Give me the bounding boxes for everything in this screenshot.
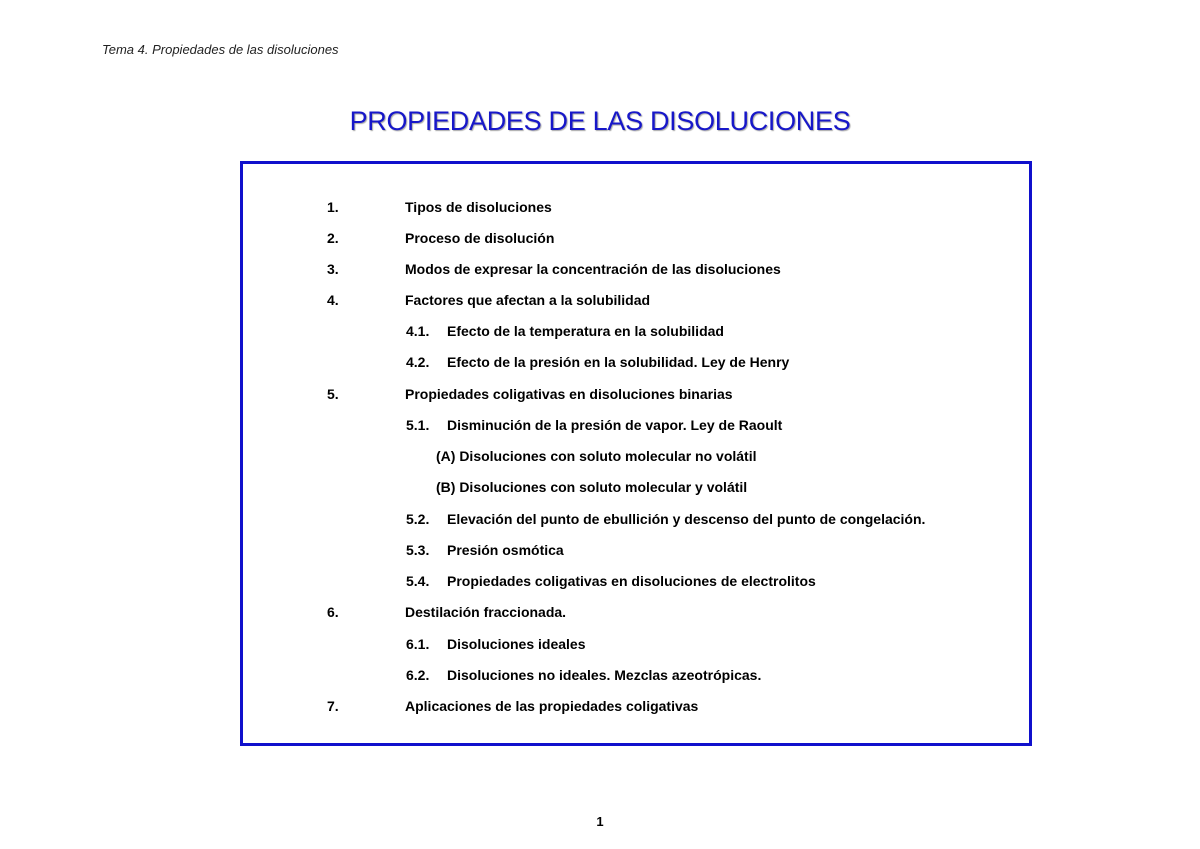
toc-subitem-number: 4.2. — [406, 354, 430, 370]
toc-item-number: 1. — [327, 199, 339, 215]
toc-item-number: 7. — [327, 698, 339, 714]
toc-subitem-text: Propiedades coligativas en disoluciones de electrolitos — [447, 573, 816, 589]
document-title: PROPIEDADES DE LAS DISOLUCIONES — [349, 106, 851, 136]
toc-subitem-text: Efecto de la presión en la solubilidad. Ley de Henry — [447, 354, 790, 370]
toc-item-text: Destilación fraccionada. — [405, 604, 567, 620]
running-header: Tema 4. Propiedades de las disoluciones — [102, 42, 339, 57]
toc-subitem-number: 6.1. — [406, 636, 430, 652]
toc-subitem-text: Disminución de la presión de vapor. Ley de Raoult — [447, 417, 783, 433]
table-of-contents — [240, 161, 1032, 746]
toc-item-text: Modos de expresar la concentración de las disoluciones — [405, 261, 781, 277]
toc-subsubitem-text: (B) Disoluciones con soluto molecular y volátil — [436, 479, 748, 495]
toc-item-text: Propiedades coligativas en disoluciones binarias — [405, 386, 733, 402]
toc-subitem-text: Disoluciones no ideales. Mezclas azeotrópicas. — [447, 667, 762, 683]
toc-subitem-number: 5.1. — [406, 417, 430, 433]
toc-item-number: 4. — [327, 292, 339, 308]
toc-item-number: 5. — [327, 386, 339, 402]
toc-item-text: Tipos de disoluciones — [405, 199, 552, 215]
toc-item-number: 2. — [327, 230, 339, 246]
toc-item-number: 6. — [327, 604, 339, 620]
toc-subitem-text: Disoluciones ideales — [447, 636, 586, 652]
toc-subitem-text: Presión osmótica — [447, 542, 564, 558]
toc-item-text: Aplicaciones de las propiedades coligativas — [405, 698, 699, 714]
toc-item-text: Proceso de disolución — [405, 230, 555, 246]
toc-subitem-text: Elevación del punto de ebullición y descenso del punto de congelación. — [447, 511, 926, 527]
toc-subitem-number: 6.2. — [406, 667, 430, 683]
toc-subitem-number: 5.4. — [406, 573, 430, 589]
toc-item-number: 3. — [327, 261, 339, 277]
toc-subsubitem-text: (A) Disoluciones con soluto molecular no volátil — [436, 448, 757, 464]
page-number: 1 — [596, 814, 604, 829]
toc-subitem-number: 5.2. — [406, 511, 430, 527]
toc-subitem-number: 4.1. — [406, 323, 430, 339]
toc-subitem-number: 5.3. — [406, 542, 430, 558]
toc-item-text: Factores que afectan a la solubilidad — [405, 292, 651, 308]
toc-subitem-text: Efecto de la temperatura en la solubilidad — [447, 323, 724, 339]
